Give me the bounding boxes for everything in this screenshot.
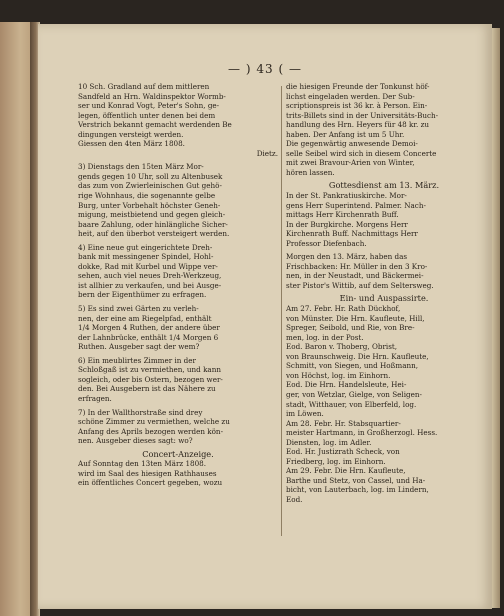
text-line: mittags Herr Kirchenrath Buff.	[286, 210, 399, 220]
text-line: ein öffentliches Concert gegeben, wozu	[78, 478, 223, 488]
column-divider	[281, 86, 282, 536]
text-line: Am 29. Febr. Die Hrn. Kaufleute,	[286, 466, 406, 476]
text-line: rige Wohnhaus, die sogenannte gelbe	[78, 191, 216, 201]
text-line: Auf Sonntag den 13ten März 1808.	[78, 459, 207, 469]
right-column	[286, 82, 482, 505]
text-line: gends gegen 10 Uhr, soll zu Altenbusek	[78, 171, 223, 181]
text-line: heit, auf den überbot versteigert werden.	[78, 229, 230, 239]
document-page	[38, 24, 492, 609]
text-line: sogleich, oder bis Ostern, bezogen wer-	[78, 374, 223, 384]
paragraph-bread	[286, 252, 482, 290]
paragraph-block4	[78, 243, 278, 300]
paragraph-block7	[78, 408, 278, 446]
concert-heading: Concert-Anzeige.	[142, 449, 214, 459]
travel-heading: Ein- und Auspassirte.	[339, 294, 429, 304]
text-line: bank mit messingener Spindel, Hohl-	[78, 252, 214, 262]
text-line: ist allhier zu verkaufen, und bei Ausge-	[78, 280, 222, 290]
text-line: Eod. Hr. Justizrath Scheck, von	[286, 447, 400, 457]
text-line: ster Pistor's Wittib, auf dem Seltersweg.	[286, 280, 434, 290]
text-line: wird im Saal des hiesigen Rathhauses	[78, 468, 217, 478]
paragraph-travel	[286, 304, 482, 504]
text-line: Frischbacken: Hr. Müller in den 3 Kro-	[286, 261, 428, 271]
text-line: Anfang des Aprils bezogen werden kön-	[78, 426, 223, 436]
signature-dietz: Dietz.	[256, 148, 278, 158]
text-line: ser und Konrad Vogt, Peter's Sohn, ge-	[78, 101, 220, 111]
text-line: von Münster. Die Hrn. Kaufleute, Hill,	[286, 313, 425, 323]
text-line: hören lassen.	[286, 167, 335, 177]
text-line: Die gegenwärtig anwesende Demoi-	[286, 139, 418, 149]
text-line: gens Herr Superintend. Palmer. Nach-	[286, 200, 426, 210]
paragraph-concert	[78, 459, 278, 488]
text-line: Friedberg, log. im Einhorn.	[286, 456, 386, 466]
paragraph-block5	[78, 304, 278, 352]
text-line: die hiesigen Freunde der Tonkunst höf-	[286, 82, 430, 91]
text-line: 10 Sch. Gradland auf dem mittleren	[78, 82, 210, 91]
paragraph-block3	[78, 162, 278, 238]
text-line: im Löwen.	[286, 409, 324, 419]
left-column	[78, 82, 278, 488]
text-line: lichst eingeladen werden. Der Sub-	[286, 91, 415, 101]
text-line: Spreger, Seibold, und Rie, von Bre-	[286, 323, 415, 333]
text-line: 5) Es sind zwei Gärten zu verleh-	[78, 304, 199, 314]
text-line: dingungen versteigt werden.	[78, 129, 184, 139]
paragraph-church	[286, 191, 482, 248]
paragraph-concert-cont	[286, 82, 482, 177]
text-line: schöne Zimmer zu vermiethen, welche zu	[78, 417, 230, 427]
text-line: meister Hartmann, in Großherzogl. Hess.	[286, 428, 438, 438]
text-line: 4) Eine neue gut eingerichtete Dreh-	[78, 242, 213, 252]
text-line: baare Zahlung, oder hinlängliche Sicher-	[78, 219, 228, 229]
text-line: Eod. Die Hrn. Handelsleute, Hei-	[286, 380, 407, 390]
text-line: Verstrich bekannt gemacht werdenden Be	[78, 120, 232, 130]
text-line: men, log. in der Post.	[286, 332, 364, 342]
text-line: den. Bei Ausgebern ist das Nähere zu	[78, 384, 216, 394]
text-line: Am 28. Febr. Hr. Stabsquartier-	[286, 418, 401, 428]
text-line: migung, meistbietend und gegen gleich-	[78, 210, 226, 220]
text-line: Giessen den 4ten März 1808.	[78, 139, 185, 149]
text-line: Morgen den 13. März, haben das	[286, 252, 408, 262]
text-line: Burg, unter Vorbehalt höchster Geneh-	[78, 200, 221, 210]
text-line: von Höchst, log. im Einhorn.	[286, 370, 391, 380]
text-line: Diensten, log. im Adler.	[286, 437, 372, 447]
page-number-header: — ) 43 ( —	[228, 62, 302, 76]
text-line: das zum von Zwierleinischen Gut gehö-	[78, 181, 222, 191]
text-line: In der St. Pankratiuskirche. Mor-	[286, 191, 407, 201]
text-line: ger, von Wetzlar, Gielge, von Seligen-	[286, 389, 422, 399]
text-line: bicht, von Lauterbach, log. im Lindern,	[286, 485, 429, 495]
text-line: Am 27. Febr. Hr. Rath Dückhof,	[286, 304, 401, 314]
paragraph-block1	[78, 82, 278, 149]
text-line: Professor Diefenbach.	[286, 238, 367, 248]
text-line: handlung des Hrn. Heyers für 48 kr. zu	[286, 120, 429, 130]
text-line: legen, öffentlich unter denen bei dem	[78, 110, 216, 120]
page-edge-stack	[492, 28, 500, 608]
text-line: von Braunschweig. Die Hrn. Kaufleute,	[286, 351, 429, 361]
text-line: selle Seibel wird sich in diesem Concerte	[286, 148, 437, 158]
text-line: 1/4 Morgen 4 Ruthen, der andere über	[78, 323, 220, 333]
church-heading: Gottesdienst am 13. März.	[328, 181, 440, 191]
text-line: 7) In der Wallthorstraße sind drey	[78, 407, 203, 417]
text-line: trits-Billets sind in der Universitäts-Buch-	[286, 110, 439, 120]
text-line: nen, der eine am Riegelpfad, enthält	[78, 313, 212, 323]
text-line: stadt, Witthauer, von Elberfeld, log.	[286, 399, 417, 409]
text-line: mit zwei Bravour-Arien von Winter,	[286, 158, 415, 168]
text-line: Schmitt, von Siegen, und Hoßmann,	[286, 361, 419, 371]
text-line: Schloßgaß ist zu vermiethen, und kann	[78, 365, 221, 375]
text-line: nen. Ausgeber dieses sagt: wo?	[78, 436, 193, 446]
text-line: Eod. Baron v. Thoberg, Obrist,	[286, 342, 398, 352]
text-line: sehen, auch viel neues Dreh-Werkzeug,	[78, 271, 222, 281]
text-line: der Lahnbrücke, enthält 1/4 Morgen 6	[78, 332, 219, 342]
text-line: scriptionspreis ist 36 kr. à Person. Ein-	[286, 101, 428, 111]
previous-page-edge	[0, 22, 34, 616]
text-line: Kirchenrath Buff. Nachmittags Herr	[286, 229, 418, 239]
text-line: Barthe und Stetz, von Cassel, und Ha-	[286, 475, 426, 485]
text-line: haben. Der Anfang ist um 5 Uhr.	[286, 129, 405, 139]
text-line: Ruthen. Ausgeber sagt der wem?	[78, 342, 200, 352]
paragraph-block6	[78, 356, 278, 404]
text-line: In der Burgkirche. Morgens Herr	[286, 219, 408, 229]
text-line: erfragen.	[78, 393, 112, 403]
text-line: 6) Ein meublirtes Zimmer in der	[78, 355, 196, 365]
text-line: dokke, Rad mit Kurbel und Wippe ver-	[78, 261, 218, 271]
text-line: Sandfeld an Hrn. Waldinspektor Wormb-	[78, 91, 226, 101]
text-line: nen, in der Neustadt, und Bäckermei-	[286, 271, 424, 281]
text-line: Eod.	[286, 494, 303, 504]
text-line: 3) Dienstags den 15ten März Mor-	[78, 162, 204, 172]
text-line: bern der Eigenthümer zu erfragen.	[78, 290, 207, 300]
